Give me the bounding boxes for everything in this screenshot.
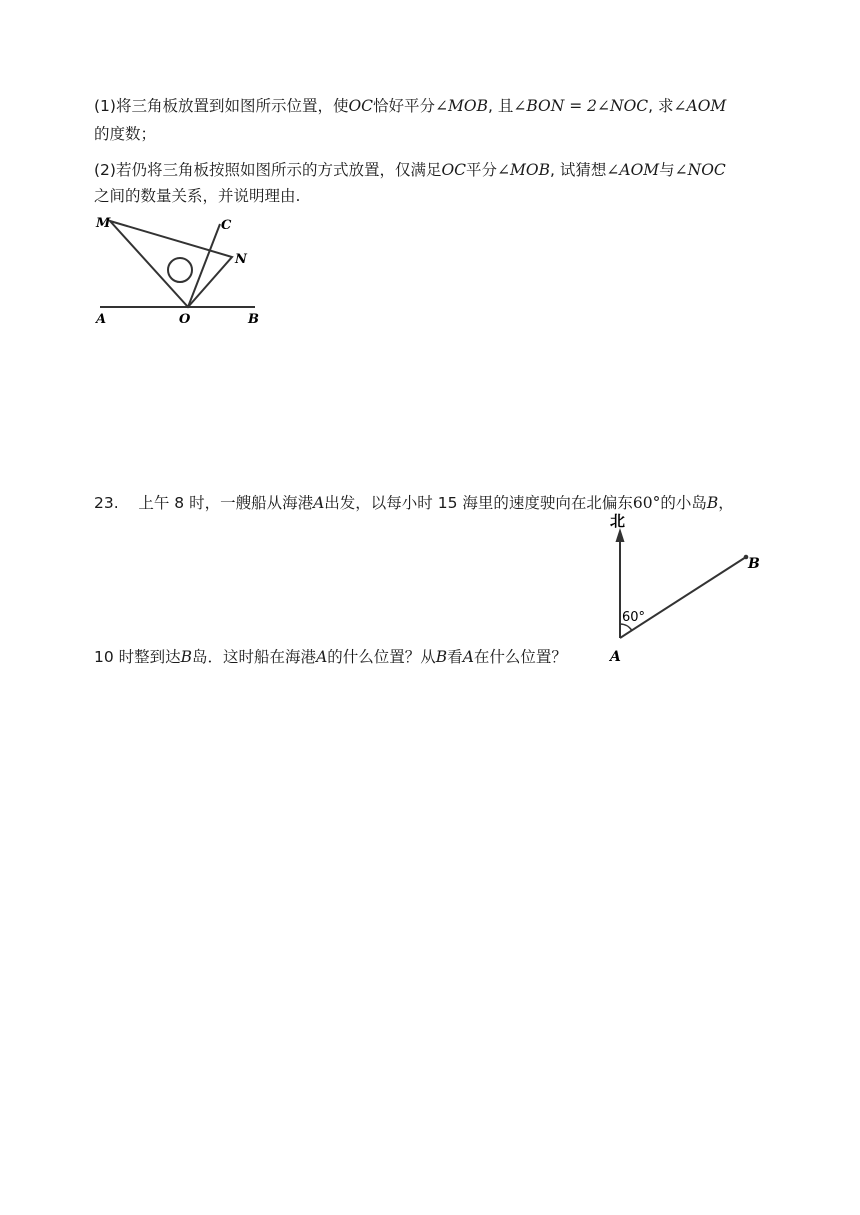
text: 与 <box>659 161 675 179</box>
text: 平分 <box>466 161 498 179</box>
math-angle-noc: ∠NOC <box>674 161 726 179</box>
q23-bearing-figure <box>600 510 770 668</box>
label-a: A <box>610 649 621 665</box>
q23-line2 <box>94 647 567 667</box>
math-b: B <box>706 494 719 512</box>
q22-part1-line1 <box>94 96 726 116</box>
text: 恰好平分 <box>373 97 436 115</box>
text: , 且 <box>488 97 514 115</box>
math-oc: OC <box>348 97 374 115</box>
q22-part1-line2 <box>94 124 156 144</box>
math-oc: OC <box>441 161 467 179</box>
text: ， <box>718 494 734 512</box>
text: 上午 8 时，一艘船从海港 <box>138 494 314 512</box>
q22-part2-line1 <box>94 160 726 180</box>
north-arrow-icon <box>616 528 625 542</box>
label-c: C <box>221 218 232 233</box>
text: 出发，以每小时 15 海里的速度驶向在北偏东 <box>324 494 633 512</box>
text: , 求 <box>648 97 674 115</box>
text: 10 时整到达 <box>94 648 181 666</box>
text: 的小岛 <box>660 494 707 512</box>
text: , 试猜想 <box>550 161 607 179</box>
math-b: B <box>180 648 193 666</box>
text: 岛．这时船在海港 <box>192 648 317 666</box>
math-a: A <box>313 494 325 512</box>
question-number: 23. <box>94 494 119 512</box>
text: 在什么位置？ <box>473 648 567 666</box>
q22-triangle-figure <box>90 210 270 328</box>
math-degree: 60° <box>632 494 661 512</box>
text: (2)若仍将三角板按照如图所示的方式放置，仅满足 <box>94 161 442 179</box>
label-b: B <box>248 312 259 327</box>
label-b: B <box>748 556 760 572</box>
math-equation: ∠BON = 2∠NOC <box>513 97 649 115</box>
math-a: A <box>462 648 474 666</box>
label-m: M <box>96 216 111 231</box>
math-angle-aom: ∠AOM <box>673 97 727 115</box>
ray-oc <box>188 224 220 307</box>
text: 的度数； <box>94 125 157 143</box>
triangle-plate <box>110 221 232 307</box>
label-n: N <box>235 252 247 267</box>
text: (1)将三角板放置到如图所示位置，使 <box>94 97 349 115</box>
label-north: 北 <box>610 512 626 530</box>
label-a: A <box>96 312 107 327</box>
label-o: O <box>179 312 191 327</box>
triangle-hole <box>168 258 192 282</box>
math-angle-aom: ∠AOM <box>606 161 660 179</box>
math-a: A <box>316 648 328 666</box>
math-b: B <box>435 648 448 666</box>
text: 的什么位置？从 <box>327 648 436 666</box>
text: 看 <box>447 648 463 666</box>
q22-part2-line2 <box>94 186 300 206</box>
math-angle-mob: ∠MOB <box>435 97 489 115</box>
math-angle-mob: ∠MOB <box>497 161 551 179</box>
label-angle: 60° <box>622 610 646 625</box>
text: 之间的数量关系，并说明理由. <box>94 187 301 205</box>
bearing-line-ab <box>620 557 746 638</box>
